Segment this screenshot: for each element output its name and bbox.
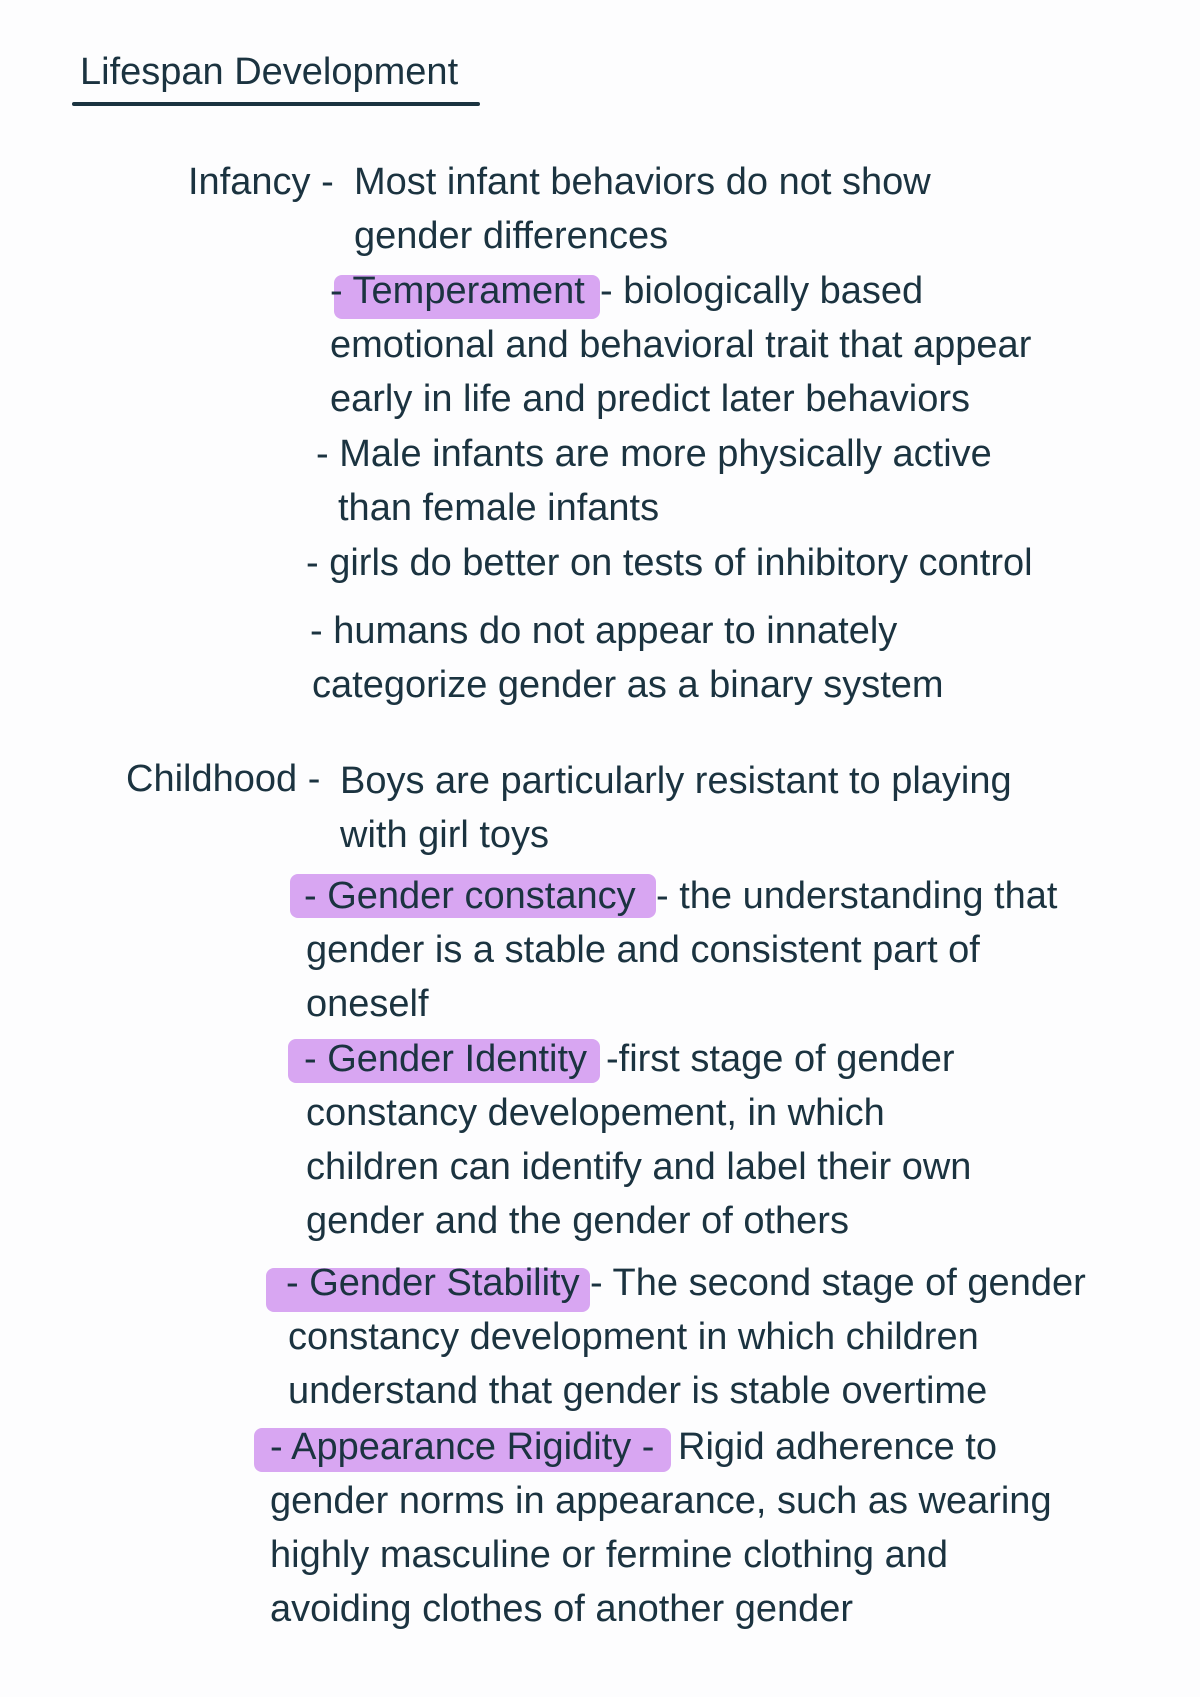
appearance-rigidity-def-line-3: highly masculine or fermine clothing and (270, 1534, 949, 1576)
gender-stability-def-line-2: constancy development in which children (288, 1316, 979, 1358)
binary-line-2: categorize gender as a binary system (312, 664, 944, 706)
gender-constancy-def-line-3: oneself (306, 983, 429, 1025)
infancy-intro-line-2: gender differences (354, 215, 669, 257)
infancy-label: Infancy - (188, 161, 334, 203)
gender-identity-def-line-2: constancy developement, in which (306, 1092, 885, 1134)
gender-identity-def-line-3: children can identify and label their own (306, 1146, 972, 1188)
temperament-def-line-1: - biologically based (600, 270, 924, 312)
binary-line-1: - humans do not appear to innately (310, 610, 898, 652)
gender-identity-term: - Gender Identity (304, 1038, 588, 1080)
infancy-intro-line-1: Most infant behaviors do not show (354, 161, 931, 203)
male-active-line-2: than female infants (338, 487, 660, 529)
childhood-intro-line-1: Boys are particularly resistant to playing (340, 760, 1012, 802)
gender-constancy-term: - Gender constancy (304, 875, 636, 917)
appearance-rigidity-def-line-4: avoiding clothes of another gender (270, 1588, 854, 1630)
temperament-term: - Temperament (330, 270, 585, 312)
gender-identity-def-line-4: gender and the gender of others (306, 1200, 849, 1242)
childhood-label: Childhood - (126, 758, 321, 800)
appearance-rigidity-def-line-1: Rigid adherence to (678, 1426, 997, 1468)
temperament-def-line-3: early in life and predict later behaviors (330, 378, 971, 420)
gender-stability-term: - Gender Stability (286, 1262, 580, 1304)
title-underline (72, 102, 480, 106)
girls-inhibitory: - girls do better on tests of inhibitory control (306, 542, 1033, 584)
male-active-line-1: - Male infants are more physically active (316, 433, 992, 475)
appearance-rigidity-term: - Appearance Rigidity - (270, 1426, 655, 1468)
page-title: Lifespan Development (80, 51, 459, 93)
gender-stability-def-line-3: understand that gender is stable overtime (288, 1370, 988, 1412)
gender-constancy-def-line-1: - the understanding that (656, 875, 1058, 917)
gender-stability-def-line-1: - The second stage of gender (590, 1262, 1086, 1304)
gender-constancy-def-line-2: gender is a stable and consistent part of (306, 929, 980, 971)
temperament-def-line-2: emotional and behavioral trait that appear (330, 324, 1032, 366)
gender-identity-def-line-1: -first stage of gender (606, 1038, 955, 1080)
appearance-rigidity-def-line-2: gender norms in appearance, such as wearing (270, 1480, 1052, 1522)
childhood-intro-line-2: with girl toys (340, 814, 550, 856)
